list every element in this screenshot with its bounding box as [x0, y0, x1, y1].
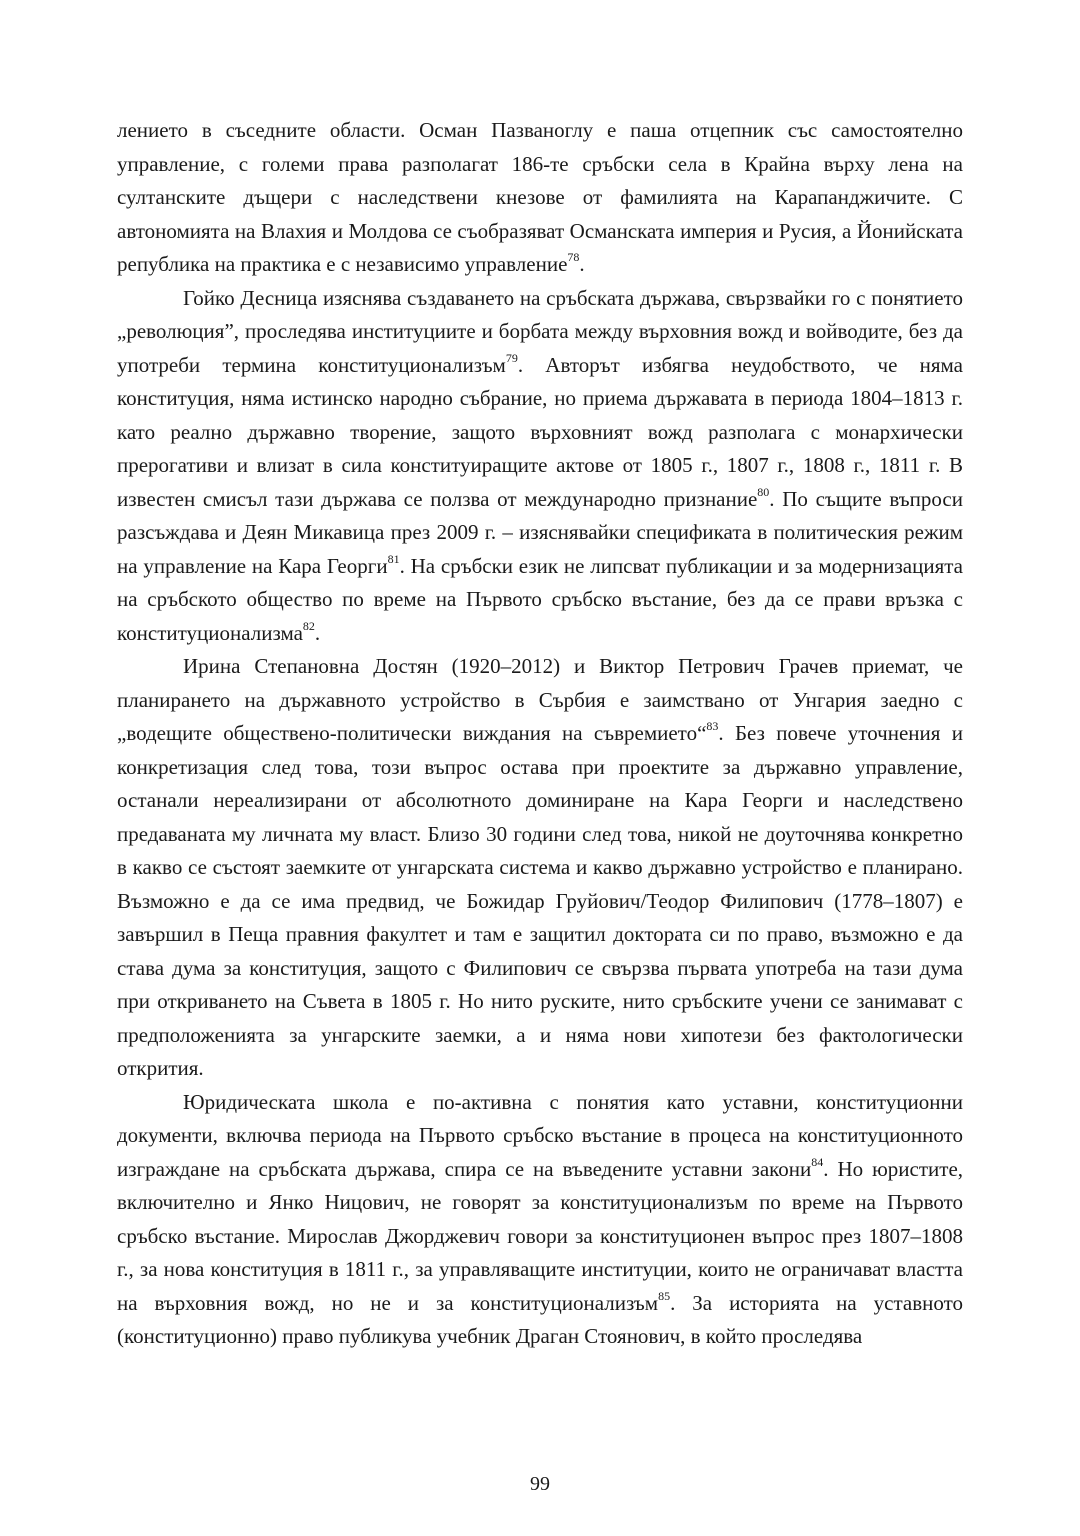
paragraph-text: . По същите въпроси разсъждава и Деян Микавица през 2009 г. – изяснявайки спецификата в политическия режим на управление на Кара Георги — [117, 486, 963, 578]
paragraph-text: . — [579, 252, 585, 276]
paragraph — [117, 1086, 963, 1354]
paragraph-text: Ирина Степановна Достян (1920–2012) и Виктор Петрович Грачев приемат, че планирането на държавното устройство в Сърбия е заимствано от Унгария заедно с „водещите обществено-политически виждания на съвремието“ — [117, 654, 963, 745]
paragraph-text: . Авторът избягва неудобството, че няма конституция, няма истинско народно събрание, но приема държавата в периода 1804–1813 г. като реално държавно творение, защото върховният вожд разполага с монархически прерогативи и влизат в сила конституиращите актове от 1805 г., 1807 г., 1808 г., 1811 г. В известен смисъл тази държава се ползва от международно признание — [117, 352, 963, 511]
footnote-marker: 84 — [811, 1154, 824, 1169]
paragraph — [117, 650, 963, 1086]
paragraph-text: Юридическата школа е по-активна с понятия като уставни, конституционни документи, включва периода на Първото сръбско въстание в процеса на конституционното изграждане на сръбската държава, спира се на въведените уставни закони — [117, 1089, 963, 1181]
paragraph-text: . За историята на уставното (конституционно) право публикува учебник Драган Стоянович, в който проследява — [117, 1290, 963, 1348]
footnote-marker: 83 — [706, 719, 719, 733]
page-number: 99 — [530, 1473, 550, 1495]
paragraph-text: . На сръбски език не липсват публикации и за модернизацията на сръбското общество по време на Първото сръбско въстание, без да се прави връзка с конституционализма — [117, 553, 963, 645]
footnote-marker: 79 — [505, 350, 518, 365]
paragraph — [117, 114, 963, 282]
footnote-marker: 78 — [567, 250, 580, 264]
paragraph-text: . Без повече уточнения и конкретизация след това, този въпрос остава при проектите за държавно управление, останали нереализирани от абсолютното доминиране на Кара Георги и наследствено предаваната му личната му власт. Близо 30 години след това, никой не доуточнява конкретно в какво се състоят заемките от унгарската система и какво държавно устройство е планирано. Възможно е да се има предвид, че Божидар Груйович/Теодор Филипович (1778–1807) е завършил в Пеща правния факултет и там е защитил доктората си по право, възможно е да става дума за конституция, защото с Филипович се свързва първата употреба на тази дума при откриването на Съвета в 1805 г. Но нито руските, нито сръбските учени се занимават с предположенията за унгарските заемки, а и няма нови хипотези без фактологически открития. — [117, 721, 963, 1080]
paragraph-text: Гойко Десница изяснява създаването на сръбската държава, свързвайки го с понятието „революция”, проследява институциите и борбата между върховния вожд и войводите, без да употреби термина конституционализъм — [117, 285, 963, 377]
paragraph-text: . Но юристите, включително и Янко Ницович, не говорят за конституционализъм по време на Първото сръбско въстание. Мирослав Джорджевич говори за конституционен въпрос през 1807–1808 г., за нова конституция в 1811 г., за управляващите институции, които не ограничават властта на върховния вожд, но не и за конституционализъм — [117, 1156, 964, 1315]
paragraph — [117, 282, 963, 651]
footnote-marker: 80 — [757, 484, 770, 499]
footnote-marker: 81 — [387, 551, 400, 566]
paragraph-text: лението в съседните области. Осман Пазваноглу е паша отцепник със самостоятелно управление, с големи права разполагат 186-те сръбски села в Крайна върху лена на султанските дъщери с наследствени кнезове от фамилията на Карапанджичите. С автономията на Влахия и Молдова се съобразяват Османската империя и Русия, а Йонийската република на практика е с независимо управление — [117, 118, 963, 276]
page-body — [117, 114, 963, 1354]
paragraph-text: . — [314, 620, 321, 645]
footnote-marker: 82 — [302, 618, 315, 633]
footnote-marker: 85 — [658, 1288, 671, 1303]
